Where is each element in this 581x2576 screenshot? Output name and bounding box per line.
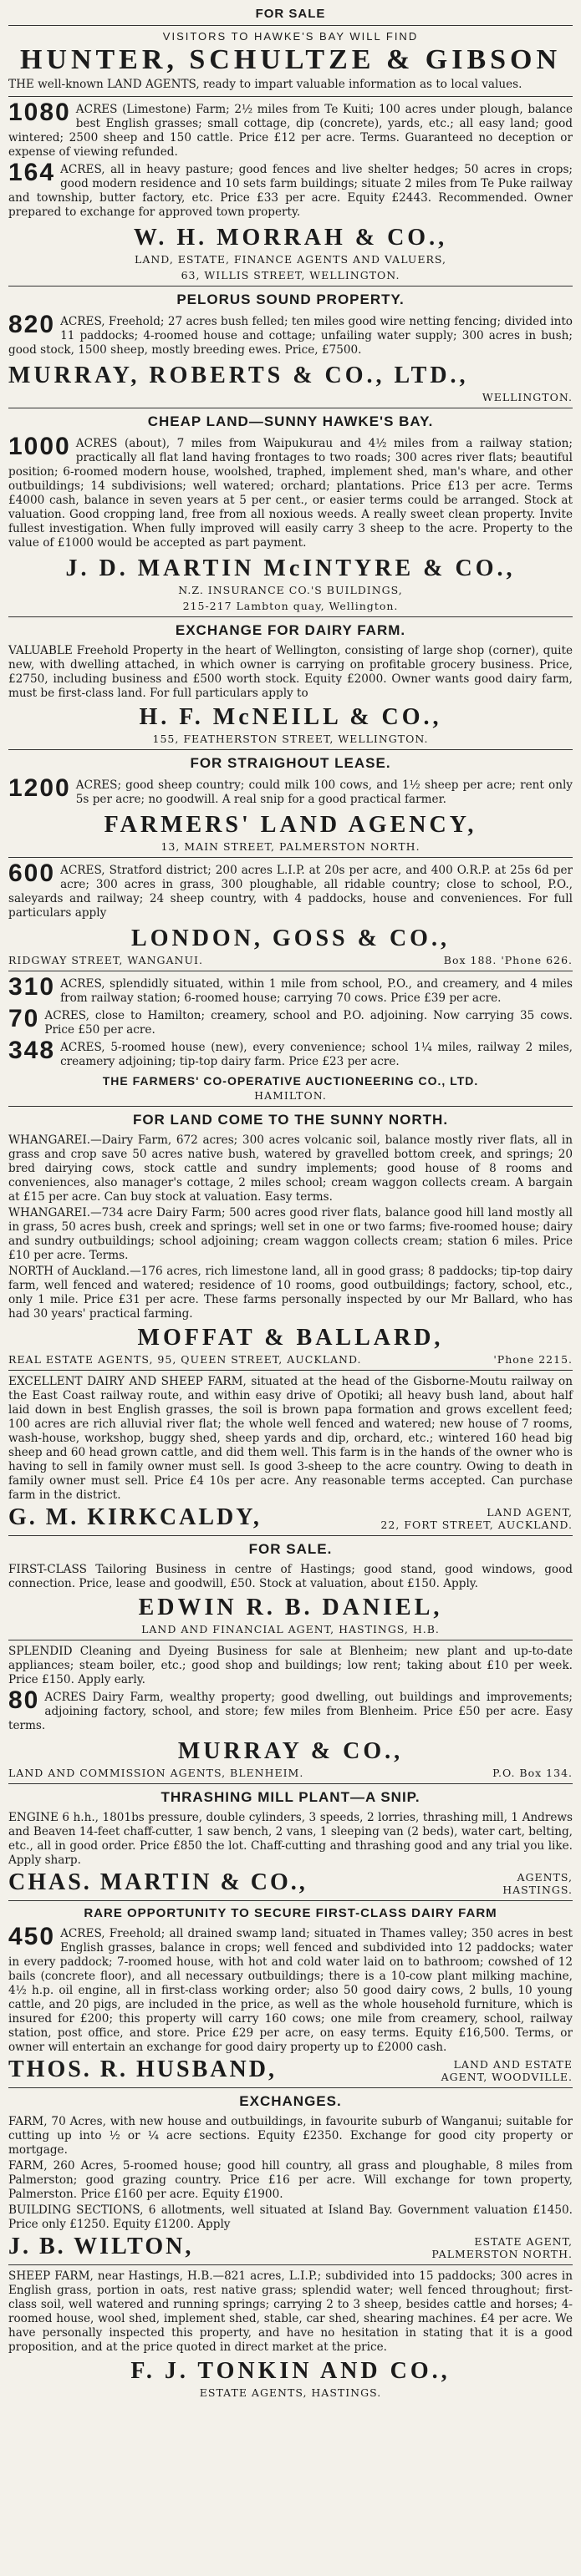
cheap-land-heading: CHEAP LAND—SUNNY HAWKE'S BAY. [147,413,434,429]
mcneill-address: 155, FEATHERSTON STREET, WELLINGTON. [152,733,429,745]
divider [8,1370,573,1371]
kirkcaldy-name: G. M. KIRKCALDY, [8,1504,262,1530]
sunny-north-whangarei-2: WHANGAREI.—734 acre Dairy Farm; 500 acres good river flats, balance good hill land mostly all in grass, 50 acres bush, creek and springs; well set in one or two farms; five-roomed house; dairy and sundry outbuildings; school adjoining; cream waggon collects cream; station 6 miles. Price £10 per acre. Terms. [8,1206,573,1262]
rare-opportunity-heading: RARE OPPORTUNITY TO SECURE FIRST-CLASS DAIRY FARM [84,1906,497,1920]
listing-text: ACRES, all in heavy pasture; good fences and live shelter hedges; 50 acres in crops; good modern residence and 10 sets farm buildings; situate 2 miles from Te Puke railway and township, butter factory, etc. Price £33 per acre. Equity £2443. Recommended. Owner prepared to exchange for approved town property. [8,163,573,219]
exchange-dairy-heading: EXCHANGE FOR DAIRY FARM. [175,622,406,638]
wilton-name: J. B. WILTON, [8,2234,194,2259]
husband-line2: AGENT, WOODVILLE. [441,2071,573,2083]
chas-martin-details [502,1871,573,1896]
exchange-building-sections: BUILDING SECTIONS, 6 allotments, well situated at Island Bay. Government valuation £1450. Price only £1250. Equity £1200. Apply [8,2203,573,2231]
listing-text: ACRES, close to Hamilton; creamery, school and P.O. adjoining. Now carrying 35 cows. Price £50 per acre. [44,1009,573,1037]
divider [8,2264,573,2265]
exchange-wanganui-farm: FARM, 70 Acres, with new house and outbuildings, in favourite suburb of Wanganui; suitable for cutting up into ½ or ¼ acre sections. Equity £2350. Exchange for good city property or mortgage. [8,2115,573,2157]
sheep-farm-listing: SHEEP FARM, near Hastings, H.B.—821 acres, L.I.P.; subdivided into 15 paddocks; 300 acres in English grass, portion in oats, rest native grass; splendid water; well fenced throughout; first-class soil, well watered and running springs; carrying 2 to 3 sheep, besides cattle and horses; 4-roomed house, wool shed, implement shed, stable, car shed, shearing machines. £4 per acre. We have personally inspected this property, and have no hesitation in stating that it is a good proposition, and at the price quoted in direct market at the price. [8,2269,573,2354]
acreage-number: 1080 [8,101,71,126]
divider [8,1106,573,1107]
acreage-number: 600 [8,862,56,887]
wilton-line2: PALMERSTON NORTH. [431,2248,573,2260]
london-goss-street: RIDGWAY STREET, WANGANUI. [8,954,203,966]
exchange-palmerston-farm: FARM, 260 Acres, 5-roomed house; good hill country, all grass and ploughable, 8 miles from Palmerston; good grazing country. Price £16 per acre. Will exchange for town property, Palmerston. Price £160 per acre. Equity £1900. [8,2159,573,2201]
blenheim-cleaning-listing: SPLENDID Cleaning and Dyeing Business for sale at Blenheim; new plant and up-to-date appliances; steam boiler, etc.; good shop and buildings; low rent; taking about £10 per week. Price £150. Apply early. [8,1645,573,1686]
divider [8,25,573,26]
farmers-coop-name: THE FARMERS' CO-OPERATIVE AUCTIONEERING CO., LTD. [102,1074,479,1088]
acreage-number: 820 [8,313,56,338]
acreage-number: 310 [8,976,56,1001]
morrah-line2: 63, WILLIS STREET, WELLINGTON. [181,269,400,281]
tailoring-listing: FIRST-CLASS Tailoring Business in centre of Hastings; good stand, good windows, good connection. Price, lease and goodwill, £50. Stock at valuation, about £150. Apply. [8,1563,573,1590]
acreage-number: 80 [8,1689,40,1714]
listing-text: ACRES (Limestone) Farm; 2½ miles from Te Kuiti; 100 acres under plough, balance best English grasses; small cottage, dip (concrete), yards, etc.; all easy land; good wintered; 2500 sheep and 150 cattle. Price £12 per acre. Terms. Guaranteed no deception or expense of viewing refunded. [8,103,573,159]
moffat-phone: 'Phone 2215. [493,1353,573,1366]
tonkin-line: ESTATE AGENTS, HASTINGS. [199,2386,382,2399]
hamilton-listing-2 [8,1007,573,1039]
pelorus-listing [8,313,573,359]
chas-martin-name: CHAS. MARTIN & CO., [8,1869,308,1895]
divider [8,1535,573,1536]
acreage-number: 348 [8,1039,56,1064]
hunter-intro: THE well-known LAND AGENTS, ready to impart valuable information as to local values. [8,78,522,91]
murray-co-footer [8,1767,573,1779]
farmers-land-name: FARMERS' LAND AGENCY, [104,812,477,838]
listing-text: ACRES, Freehold; 27 acres bush felled; ten miles good wire netting fencing; divided into 11 paddocks; 4-roomed house and cottage; unfailing water supply; 300 acres in bush; good stock, 1500 sheep, mostly breeding ewes. Price, £7500. [8,315,573,357]
rare-opportunity-listing [8,1925,573,2056]
kirkcaldy-details [380,1506,573,1531]
hamilton-listing-3 [8,1039,573,1071]
listing-text: ACRES, Freehold; all drained swamp land; situated in Thames valley; 350 acres in best English grasses, balance in crops; well fenced and subdivided into 12 paddocks; water in every paddock; 7-roomed house, with hot and cold water laid on to bathroom; cowshed of 12 bails (concrete floor), and all necessary outbuildings; there is a 10-cow plant milking machine, 4½ h.p. oil engine, all in first-class working order; also 50 good dairy cows, 2 bulls, 10 young cattle, and 20 pigs, are included in the price, as well as the whole household furniture, which is insured for £200; this property will carry 160 cows; one mile from creamery, school, railway station, post office, and store. Price £29 per acre, on easy terms. Equity £16,500. Terms, or owner will entertain an exchange for good dairy property up to £2000 cash. [8,1927,573,2054]
mcneill-name: H. F. McNEILL & CO., [139,704,442,730]
farmers-land-address: 13, MAIN STREET, PALMERSTON NORTH. [161,840,420,853]
chas-martin-block [8,1869,573,1896]
acreage-number: 70 [8,1007,40,1032]
murray-co-box: P.O. Box 134. [492,1767,573,1779]
divider [8,749,573,750]
london-goss-name: LONDON, GOSS & CO., [131,925,450,951]
acreage-number: 450 [8,1925,56,1950]
edwin-daniel-line: LAND AND FINANCIAL AGENT, HASTINGS, H.B. [141,1623,440,1635]
tonkin-name: F. J. TONKIN AND CO., [130,2358,451,2384]
straighout-heading: FOR STRAIGHOUT LEASE. [190,755,391,771]
martin-mcintyre-line2: 215-217 Lambton quay, Wellington. [182,600,399,612]
acreage-number: 1200 [8,777,71,802]
cheap-land-listing [8,435,573,552]
hunter-listing-1 [8,101,573,161]
farmers-coop-town: HAMILTON. [254,1089,327,1102]
listing-text: ACRES, Stratford district; 200 acres L.I.P. at 20s per acre, and 400 O.R.P. at 25s 6d per acre; 300 acres in grass, 300 ploughable, all ridable country; close to school, P.O., saleyards and railway; 24 sheep country, with 4 paddocks, house and conveniences. For full particulars apply [8,864,573,920]
murray-roberts-name: MURRAY, ROBERTS & CO., LTD., [8,363,469,388]
thrashing-listing: ENGINE 6 h.h., 1801bs pressure, double cylinders, 3 speeds, 2 lorries, thrashing mill, 1 Andrews and Beaven 14-feet chaff-cutter, 1 saw bench, 2 vans, 1 sleeping van (2 beds), water cart, belting, etc., all in good order. Price £850 the lot. Chaff-cutting and thrashing good and any trial you like. Apply sharp. [8,1811,573,1867]
divider [8,616,573,617]
moffat-line: REAL ESTATE AGENTS, 95, QUEEN STREET, AUCKLAND. [8,1353,362,1366]
kirkcaldy-role: LAND AGENT, [487,1506,573,1519]
sunny-north-whangarei-1: WHANGAREI.—Dairy Farm, 672 acres; 300 acres volcanic soil, balance mostly river flats, all in grass and crop save 50 acres native bush, watered by gravelled bottom creek, and springs; 20 bred dairying cows, stock cattle and sundry implements; good house of 8 rooms and conveniences, also manager's cottage, 2 miles school; cream waggon collects cream. A bargain at £15 per acre. Can buy stock at valuation. Easy terms. [8,1133,573,1204]
kirkcaldy-block [8,1504,573,1531]
murray-co-line: LAND AND COMMISSION AGENTS, BLENHEIM. [8,1767,304,1779]
divider [8,286,573,287]
hunter-agency-name: HUNTER, SCHULTZE & GIBSON [19,44,562,75]
murray-co-name: MURRAY & CO., [177,1738,404,1764]
murray-roberts-town: WELLINGTON. [482,391,573,403]
pelorus-heading: PELORUS SOUND PROPERTY. [176,292,405,307]
listing-text: ACRES, splendidly situated, within 1 mile from school, P.O., and creamery, and 4 miles from railway station; 6-roomed house; carrying 70 cows. Price £39 per acre. [60,977,573,1005]
morrah-agency-name: W. H. MORRAH & CO., [133,225,448,251]
hunter-listing-2 [8,161,573,221]
husband-name: THOS. R. HUSBAND, [8,2056,277,2082]
wilton-block [8,2234,573,2260]
husband-block [8,2056,573,2083]
exchanges-heading: EXCHANGES. [239,2093,342,2109]
listing-text: ACRES (about), 7 miles from Waipukurau and 4½ miles from a railway station; practically all flat land having frontages to two roads; 300 acres river flats; beautiful position; 6-roomed modern house, woolshed, traphed, implement shed, man's whare, and other outbuildings; 14 subdivisions; well watered; orchard; plantations. Price £13 per acre. Terms £4000 cash, balance in seven years at 5 per cent., or easier terms could be arranged. Stock at valuation. Good cropping land, free from all noxious weeds. A really sweet clean property. Invite fullest investigation. When fully improved will easily carry 3 sheep to the acre. Property to the value of £1000 would be accepted as part payment. [8,437,573,550]
divider [8,1783,573,1784]
chas-martin-role: AGENTS, [517,1871,573,1884]
moffat-name: MOFFAT & BALLARD, [137,1325,444,1351]
visitors-line: VISITORS TO HAWKE'S BAY WILL FIND [162,30,419,43]
wilton-line1: ESTATE AGENT, [474,2235,573,2248]
for-sale-header: FOR SALE [255,7,326,21]
edwin-daniel-name: EDWIN R. B. DANIEL, [138,1595,443,1620]
divider [8,1900,573,1901]
chas-martin-town: HASTINGS. [502,1884,573,1896]
london-goss-box: Box 188. 'Phone 626. [443,954,573,966]
for-sale-heading: FOR SALE. [248,1541,333,1557]
husband-details [441,2058,573,2083]
acreage-number: 164 [8,161,56,186]
listing-text: ACRES Dairy Farm, wealthy property; good dwelling, out buildings and improvements; adjoining factory, school, and store; few miles from Blenheim. Price £50 per acre. Easy terms. [8,1691,573,1732]
kirkcaldy-address: 22, FORT STREET, AUCKLAND. [380,1519,573,1531]
stratford-listing [8,862,573,922]
hamilton-listing-1 [8,976,573,1007]
martin-mcintyre-name: J. D. MARTIN McINTYRE & CO., [65,555,516,581]
divider [8,96,573,97]
martin-mcintyre-line1: N.Z. INSURANCE CO.'S BUILDINGS, [178,584,403,596]
gisborne-listing: EXCELLENT DAIRY AND SHEEP FARM, situated at the head of the Gisborne-Moutu railway on the East Coast railway route, and within easy drive of Opotiki; all heavy bush land, about half laid down in best English grasses, the soil is brown papa formation and grows excellent feed; 100 acres are rich alluvial river flat; the whole well fenced and watered; new house of 7 rooms, wash-house, workshop, buggy shed, sheep yards and dip, orchard, etc.; wintered 160 head big sheep and 60 head grown cattle, and did them well. This farm is in the hands of the owner who is having to sell in family owner must sell. Is good 3-sheep to the acre country. Owing to death in family owner must sell. Price £4 10s per acre. Any reasonable terms accepted. Can purchase farm in the district. [8,1375,573,1502]
morrah-line1: LAND, ESTATE, FINANCE AGENTS AND VALUERS, [135,253,446,266]
listing-text: ACRES; good sheep country; could milk 100 cows, and 1½ sheep per acre; rent only 5s per acre; no goodwill. A real snip for a good practical farmer. [75,778,573,806]
thrashing-heading: THRASHING MILL PLANT—A SNIP. [161,1789,420,1805]
straighout-listing [8,777,573,809]
sunny-north-auckland: NORTH of Auckland.—176 acres, rich limestone land, all in good grass; 8 paddocks; tip-top dairy farm, well fenced and watered; residence of 10 rooms, good outbuildings; factory, school, etc., only 1 mile. Price £31 per acre. These farms personally inspected by our Mr Ballard, who has had 30 years' practical farming. [8,1265,573,1321]
exchange-dairy-text: VALUABLE Freehold Property in the heart of Wellington, consisting of large shop (corner), quite new, with dwelling attached, in which owner is carrying on profitable grocery business. Price, £2750, including business and £500 worth stock. Equity £2000. Owner wants good dairy farm, must be first-class land. For full particulars apply to [8,644,573,700]
london-goss-footer [8,954,573,966]
acreage-number: 1000 [8,435,71,460]
wilton-details [431,2235,573,2260]
divider [8,857,573,858]
husband-line1: LAND AND ESTATE [453,2058,573,2071]
sunny-north-heading: FOR LAND COME TO THE SUNNY NORTH. [132,1112,449,1128]
listing-text: ACRES, 5-roomed house (new), every convenience; school 1¼ miles, railway 2 miles, creamery adjoining; tip-top dairy farm. Price £23 per acre. [60,1041,573,1068]
blenheim-dairy-listing [8,1689,573,1735]
divider [8,2087,573,2088]
moffat-footer [8,1353,573,1366]
